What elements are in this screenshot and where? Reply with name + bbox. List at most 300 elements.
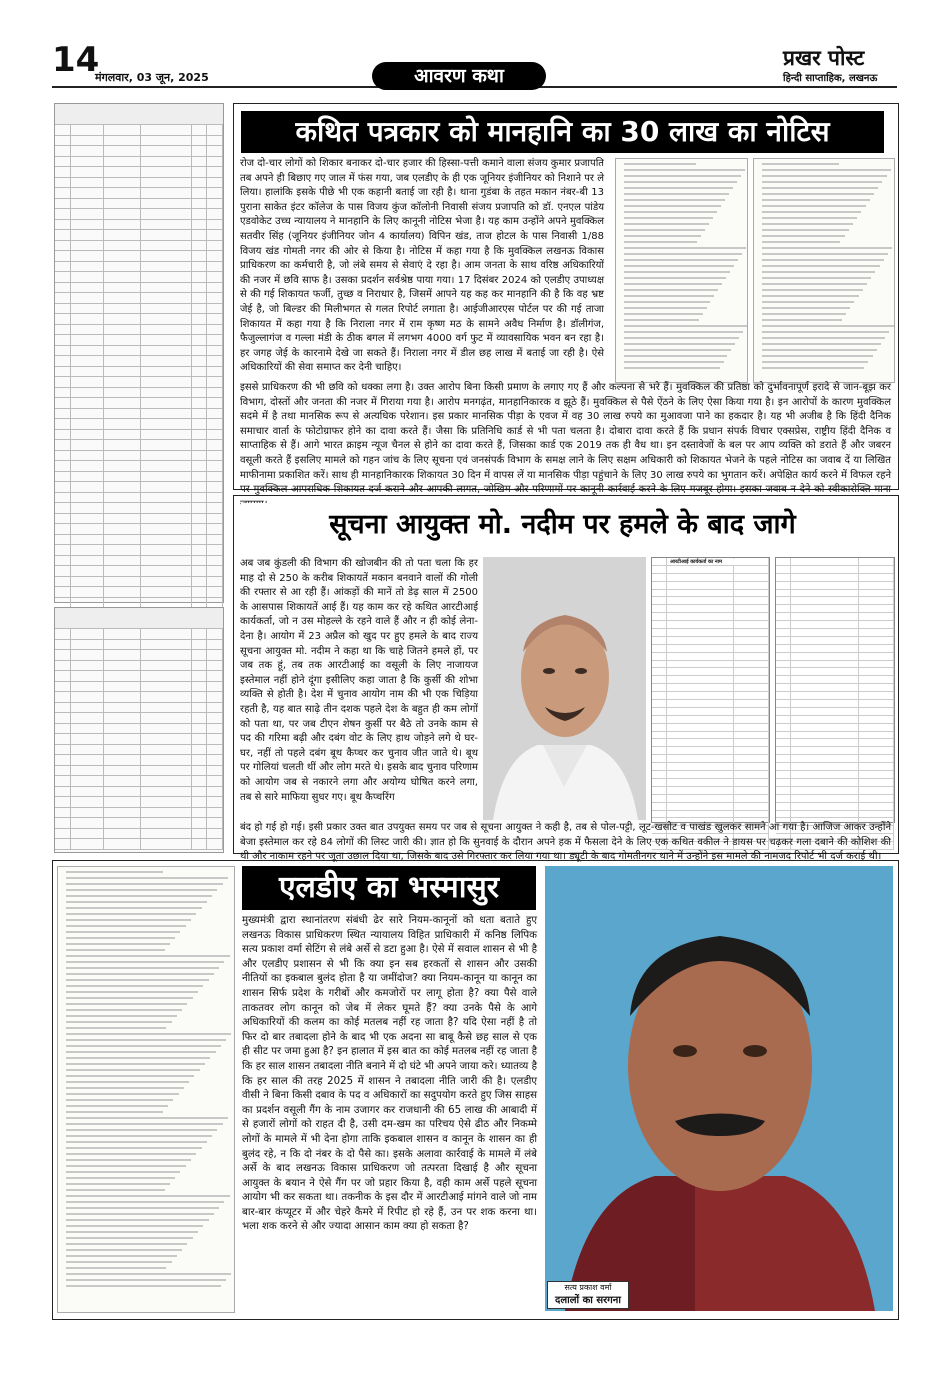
list-cell — [652, 763, 667, 770]
scan-cell — [104, 325, 140, 335]
list-cell — [734, 629, 769, 636]
scan-cell — [141, 293, 193, 303]
list-cell — [776, 574, 791, 581]
list-cell — [652, 676, 667, 683]
brand-tagline: हिन्दी साप्ताहिक, लखनऊ — [783, 73, 878, 84]
scan-cell — [71, 367, 104, 377]
scan-row — [55, 503, 223, 514]
scan-cell — [55, 598, 71, 608]
list-cell — [776, 763, 791, 770]
list-cell — [734, 724, 769, 731]
scan-cell — [141, 304, 193, 314]
scan-cell — [141, 808, 193, 818]
story1-body-bottom: इससे प्राधिकरण की भी छवि को धक्का लगा है। उक्त आरोप बिना किसी प्रमाण के लगाए गए हैं और कल्पना से भरे हैं। मुवक्किल की प्रतिष्ठा को दुर्भावनापूर्ण इरादे से जान-बूझ कर विभाग, दोस्तों और जनता की नजर में गिराया गया है। आरोप मनगढ़ंत, मानहानिकारक व झूठे हैं। मुवक्किल से पैसे ऐंठने के लिए ऐसा किया गया है। इन आरोपों के कारण मुवक्किल सदमे में है तथा मानसिक रूप से अत्यधिक परेशान। इस प्रकार मानसिक पीड़ा के एवज में वह 30 लाख रुपये का मुआवजा पाने का हकदार है। यह भी अजीब है कि हिंदी दैनिक समाचार वार्ता के फोटोग्राफर होने का दावा करते हैं। जैसा कि प्रतिनिधि कार्ड से भी पता चलता है। दोबारा दावा करते हैं कि प्रधान संपर्क विचार एक्सप्रेस, राष्ट्रीय हिंदी दैनिक व साप्ताहिक से हैं। आगे भारत क्राइम न्यूज चैनल से होने का दावा करते हैं, जिसका कार्ड एक 2019 तक ही वैध था। इन दस्तावेजों के बल पर आप व्यक्ति को डराते हैं और जबरन वसूली करते हैं इसलिए मामले को गहन जांच के लिए सूचना एवं जनसंपर्क विभाग के समक्ष लाने के लिए सक्षम अधिकारी को शिकायत भेजने के पहले नोटिस का जवाब दें या लिखित माफीनामा प्रकाशित करें। साथ ही मानहानिकारक शिकायत 30 दिन में वापस लें या मानसिक पीड़ा पहुंचाने के लिए 30 लाख रुपये का भुगतान करें। अपेक्षित कार्य करने में विफल रहने पर मुवक्किल आपराधिक शिकायत दर्ज कराने और आपकी लागत, जोखिम और परिणामों पर कानूनी कार्रवाई करने के लिए मजबूर होगा। इसका जवाब न देने को स्वीकारोक्ति माना — [240, 382, 891, 496]
list-cell — [776, 597, 791, 604]
list-cell — [776, 668, 791, 675]
scan-cell — [71, 724, 104, 734]
list-cell — [652, 621, 667, 628]
scan-cell — [104, 230, 140, 240]
scan-cell — [141, 146, 193, 156]
scan-cell — [104, 598, 140, 608]
scan-row — [55, 808, 223, 819]
list-row — [776, 684, 894, 692]
list-cell — [734, 763, 769, 770]
scan-cell — [207, 325, 223, 335]
scan-cell — [141, 251, 193, 261]
letter-text-line — [762, 229, 849, 231]
letter-text-line — [66, 1003, 187, 1005]
scan-cell — [104, 461, 140, 471]
scan-cell — [141, 241, 193, 251]
list-cell — [859, 582, 895, 589]
letter-text-line — [66, 1099, 173, 1101]
scan-cell — [55, 335, 71, 345]
list-row — [776, 700, 894, 708]
scan-cell — [141, 367, 193, 377]
scan-row — [55, 566, 223, 577]
scan-cell — [192, 451, 206, 461]
scan-cell — [192, 293, 206, 303]
list-cell — [652, 732, 667, 739]
list-cell — [734, 716, 769, 723]
list-cell — [776, 803, 791, 810]
scan-cell — [104, 703, 140, 713]
scan-cell — [192, 703, 206, 713]
letter-text-line — [66, 907, 202, 909]
list-header: आरटीआई कार्यकर्ता का नाम — [670, 559, 760, 565]
list-cell — [652, 755, 667, 762]
scan-cell — [71, 199, 104, 209]
scan-cell — [71, 283, 104, 293]
scan-row — [55, 535, 223, 546]
scan-cell — [71, 671, 104, 681]
scan-cell — [207, 818, 223, 828]
list-row — [776, 668, 894, 676]
scan-cell — [141, 388, 193, 398]
list-cell — [734, 613, 769, 620]
list-cell — [652, 700, 667, 707]
letter-text-line — [66, 1141, 207, 1143]
letter-text-line — [762, 289, 863, 291]
scan-cell — [71, 650, 104, 660]
letter-text-line — [624, 313, 703, 315]
scan-cell — [192, 545, 206, 555]
list-cell — [652, 684, 667, 691]
commissioner-photo — [483, 557, 646, 820]
letter-text-line — [624, 295, 714, 297]
legal-notice-letter-page-2 — [753, 158, 895, 383]
letter-text-line — [624, 343, 735, 345]
scan-cell — [207, 839, 223, 849]
scan-cell — [104, 293, 140, 303]
scan-row — [55, 272, 223, 283]
scan-cell — [207, 734, 223, 744]
scan-cell — [207, 797, 223, 807]
letter-text-line — [624, 229, 705, 231]
list-cell — [859, 763, 895, 770]
scan-cell — [141, 787, 193, 797]
scan-cell — [207, 682, 223, 692]
list-row — [652, 653, 769, 661]
scan-cell — [55, 272, 71, 282]
scan-cell — [141, 766, 193, 776]
scan-cell — [71, 136, 104, 146]
scan-cell — [71, 241, 104, 251]
scan-cell — [71, 556, 104, 566]
scan-cell — [207, 335, 223, 345]
scan-cell — [55, 776, 71, 786]
scan-cell — [141, 440, 193, 450]
scan-cell — [71, 398, 104, 408]
scan-cell — [55, 766, 71, 776]
scan-cell — [55, 199, 71, 209]
list-row — [652, 787, 769, 795]
scan-cell — [192, 503, 206, 513]
scan-cell — [192, 724, 206, 734]
letter-text-line — [762, 361, 868, 363]
letter-text-line — [762, 355, 873, 357]
scan-cell — [71, 776, 104, 786]
letter-text-line — [66, 997, 193, 999]
list-row — [776, 708, 894, 716]
letter-text-line — [66, 1213, 214, 1215]
scanned-list-document-1 — [54, 103, 224, 603]
letter-text-line — [762, 163, 839, 165]
list-cell — [791, 629, 859, 636]
brand-name: प्रखर पोस्ट — [783, 46, 865, 70]
letter-text-line — [762, 193, 874, 195]
list-cell — [776, 811, 791, 818]
scan-header-row — [55, 104, 223, 125]
letter-text-line — [66, 1225, 203, 1227]
list-cell — [791, 732, 859, 739]
list-cell — [791, 661, 859, 668]
letter-text-line — [624, 265, 734, 267]
scan-cell — [141, 829, 193, 839]
scan-cell — [71, 293, 104, 303]
scan-cell — [71, 304, 104, 314]
scan-row — [55, 829, 223, 840]
scan-cell — [207, 451, 223, 461]
scan-cell — [207, 220, 223, 230]
scan-cell — [192, 419, 206, 429]
list-cell — [734, 676, 769, 683]
story3-body: मुख्यमंत्री द्वारा स्थानांतरण संबंधी ढेर सारे नियम-कानूनों को धता बताते हुए लखनऊ विकास प्राधिकरण स्थित न्यायालय विहित प्राधिकारी में कनिष्ठ लिपिक सत्य प्रकाश वर्मा सेटिंग से लंबे अर्से से डटा हुआ है। ऐसे में सवाल शासन से भी है और एलडीए प्रशासन से भी कि क्या इन सब हरकतों से शासन और उसकी नीतियों का इकबाल बुलंद होता है या जमींदोज? क्या नियम-कानून या कानून का शासन सिर्फ प्रदेश के गरीबों और कमजोरों पर लागू होता है? क्या पैसे वाले ताकतवर लोग कानून को जेब में लेकर घूमते हैं? क्या उनके पैसे के आगे अधिकारियों की कलम का कोई मतलब नहीं रह जाता है? यदि ऐसा नहीं है तो फिर दो बार तबादला होने के बाद भी एक अदना सा बाबू कैसे छह साल से एक ही सीट पर जमा हुआ है? इन हालात में इस बात का कोई मतलब नहीं रह जाता है कि हर साल शासन तबादला नीति बनाने में दो घंटे भी अपने जाया करे। ध्यातव्य है कि हर साल की तरह 2025 में शासन ने तबादला नीति जारी की है। एलडीए वीसी ने बिना किसी दबाव के पद व अधिकारों का सदुपयोग करते हुए जिस साहस का प्रदर्शन वसूली गैंग के नाम उजागर कर राजधानी की 65 लाख की आबादी में से हजारों लोगों को राहत दी है, उसी दम-खम का परिचय ऐसे ढीठ और निकम्मे लोगों के मामले में भी देना होगा ताकि इकबाल शासन व कानून के शासन का ही बुलंद रहे, न कि दो नंबर के दो पैसे का। इसके अलावा कार्रवाई के मामले में लंबे अर्से के बाद लखनऊ विकास प्राधिकरण जो तत्परता दिखाई है और सूचना आयुक्त के बयान ने ऐसे गैंग पर जो प्रहार किया है, वही काम अर्से पहले सूचना आयोग भी कर सकता था। तकनीक के इस दौर में आरटीआई मांगने वाले जो नाम बार-बार कंप्यूटर में और चेहरे कैमरे में रिपीट हो रहे हैं, उन पर शक करना था। भला शक करने से और ज्यादा आसान काम क्या हो सकता है? — [242, 915, 537, 1233]
scan-cell — [207, 766, 223, 776]
scan-row — [55, 251, 223, 262]
scan-cell — [104, 776, 140, 786]
list-row — [776, 739, 894, 747]
list-cell — [859, 811, 895, 818]
letter-text-line — [762, 181, 882, 183]
list-row — [652, 629, 769, 637]
list-cell — [734, 779, 769, 786]
scan-row — [55, 524, 223, 535]
scan-cell — [104, 545, 140, 555]
letter-text-line — [762, 175, 887, 177]
scan-cell — [192, 661, 206, 671]
scan-cell — [207, 377, 223, 387]
scan-cell — [141, 640, 193, 650]
scan-cell — [55, 346, 71, 356]
list-row — [776, 661, 894, 669]
scan-cell — [207, 556, 223, 566]
scan-cell — [104, 314, 140, 324]
letter-text-line — [66, 973, 214, 975]
scan-cell — [71, 682, 104, 692]
scan-row — [55, 787, 223, 798]
list-cell — [667, 668, 734, 675]
scan-cell — [207, 178, 223, 188]
scan-cell — [104, 199, 140, 209]
scan-row — [55, 472, 223, 483]
list-cell — [667, 787, 734, 794]
letter-text-line — [66, 1153, 196, 1155]
scan-cell — [104, 398, 140, 408]
list-cell — [652, 558, 667, 565]
list-cell — [791, 803, 859, 810]
list-cell — [734, 574, 769, 581]
scan-cell — [207, 146, 223, 156]
list-row — [652, 739, 769, 747]
letter-text-line — [624, 283, 722, 285]
list-row — [776, 724, 894, 732]
scan-cell — [55, 514, 71, 524]
scan-cell — [55, 755, 71, 765]
list-cell — [652, 692, 667, 699]
letter-text-line — [66, 1129, 217, 1131]
list-cell — [791, 597, 859, 604]
scan-cell — [104, 157, 140, 167]
scan-cell — [104, 692, 140, 702]
list-row — [776, 795, 894, 803]
scan-row — [55, 125, 223, 136]
scan-cell — [104, 125, 140, 135]
scan-cell — [71, 661, 104, 671]
scan-row — [55, 692, 223, 703]
scan-cell — [104, 472, 140, 482]
letter-text-line — [66, 1093, 179, 1095]
story1-body-top: रोज दो-चार लोगों को शिकार बनाकर दो-चार हजार की हिस्सा-पत्ती कमाने वाला संजय कुमार प्रजापति तब अपने ही बिछाए गए जाल में फंस गया, जब एलडीए के ही एक जूनियर इंजीनियर को निशाने पर ले लिया। हालांकि इसके पीछे भी एक कहानी बताई जा रही है। थाना गुडंबा के तहत मकान नंबर-बी 13 पुराना साकेत इंटर कॉलेज के पास विजय कुंज कॉलोनी निवासी संजय प्रजापति को डॉ. एनएल पांडेय एडवोकेट उच्च न्यायालय ने मानहानि के लिए कानूनी नोटिस भेजा है। यह काम उन्होंने अपने मुवक्किल सतवीर सिंह (जूनियर इंजीनियर जोन 4 कार्यालय) विपिन खंड, ताज होटल के पास निवासी 1/88 विजय खंड गोमती नगर की ओर से किया है। नोटिस में कहा गया है कि मुवक्किल लखनऊ विकास प्राधिकरण का कर्मचारी है, जो लंबे समय से सेवाएं दे रहा है। आम जनता के साथ वरिष्ठ अधिकारियों की नजर में छवि साफ है। उसका प्रदर्शन सर्वश्रेष्ठ पाया गया। 17 दिसंबर 2024 को एलडीए उपाध्यक्ष से की गई शिकायत फर्जी, तुच्छ व निराधार है, जिसमें आपने यह कह कर मानहानि की है कि वह भ्रष्ट जेई है, जो बिल्डर की मिलीभगत से गलत रिपोर्ट लगाता है। आईजीआरएस पोर्टल पर की गई ताजा शिकायत में कहा गया है कि निराला नगर में राम कृष्ण मठ के सामने अवैध निर्माण है। डॉलीगंज, फैजुल्लागंज व गल्ला मंडी के ठीक बगल में लगभग 4000 वर्ग फुट में व्यावसायिक भवन बन रहा है। हर जगह जेई के कारनामे देखे जा सकते हैं। निराला नगर में डील छह लाख में बताई जा रही है। ऐसे अधिकारियों की सेवा समाप्त कर देनी चाहिए। — [240, 158, 604, 374]
scan-cell — [71, 493, 104, 503]
scan-cell — [192, 818, 206, 828]
letter-text-line — [66, 877, 228, 879]
scan-cell — [71, 356, 104, 366]
scan-cell — [192, 356, 206, 366]
scan-cell — [207, 713, 223, 723]
scan-cell — [141, 524, 193, 534]
headline-lda-bhasmasur: एलडीए का भस्मासुर — [242, 866, 536, 910]
scan-cell — [104, 661, 140, 671]
list-cell — [667, 637, 734, 644]
letter-text-line — [624, 325, 747, 327]
scan-row — [55, 335, 223, 346]
scan-cell — [192, 514, 206, 524]
scan-cell — [55, 661, 71, 671]
list-row — [652, 732, 769, 740]
letter-text-line — [66, 1279, 226, 1281]
list-row — [652, 621, 769, 629]
scan-cell — [207, 346, 223, 356]
scan-cell — [71, 598, 104, 608]
scan-cell — [141, 797, 193, 807]
scan-cell — [141, 409, 193, 419]
list-cell — [859, 574, 895, 581]
letter-text-line — [624, 181, 737, 183]
scan-row — [55, 556, 223, 567]
list-row — [652, 590, 769, 598]
scan-cell — [55, 293, 71, 303]
scan-cell — [192, 430, 206, 440]
section-title: आवरण कथा — [372, 62, 546, 90]
scan-cell — [71, 335, 104, 345]
list-row — [652, 676, 769, 684]
scan-cell — [71, 566, 104, 576]
list-cell — [776, 779, 791, 786]
list-cell — [859, 724, 895, 731]
scan-cell — [104, 251, 140, 261]
letter-text-line — [624, 223, 709, 225]
list-cell — [859, 779, 895, 786]
scan-cell — [55, 566, 71, 576]
letter-text-line — [66, 1075, 194, 1077]
list-cell — [667, 739, 734, 746]
scan-cell — [192, 367, 206, 377]
list-cell — [667, 645, 734, 652]
list-row — [652, 692, 769, 700]
scan-cell — [55, 220, 71, 230]
scan-row — [55, 283, 223, 294]
letter-text-line — [66, 1105, 168, 1107]
scan-cell — [71, 451, 104, 461]
scan-row — [55, 703, 223, 714]
list-cell — [776, 590, 791, 597]
scan-cell — [71, 703, 104, 713]
letter-text-line — [762, 235, 845, 237]
scan-cell — [192, 461, 206, 471]
list-cell — [667, 732, 734, 739]
list-cell — [734, 755, 769, 762]
letter-text-line — [624, 337, 739, 339]
scan-cell — [192, 125, 206, 135]
list-row — [652, 811, 769, 819]
scan-cell — [104, 745, 140, 755]
scan-cell — [55, 535, 71, 545]
scan-cell — [55, 367, 71, 377]
scan-cell — [207, 283, 223, 293]
letter-text-line — [624, 253, 742, 255]
scan-cell — [55, 251, 71, 261]
scan-cell — [192, 839, 206, 849]
letter-text-line — [762, 331, 889, 333]
scan-cell — [207, 272, 223, 282]
letter-text-line — [624, 331, 743, 333]
letter-text-line — [66, 1201, 224, 1203]
scan-cell — [141, 136, 193, 146]
list-cell — [791, 582, 859, 589]
scan-cell — [141, 272, 193, 282]
scan-row — [55, 241, 223, 252]
scan-cell — [192, 682, 206, 692]
letter-text-line — [762, 187, 878, 189]
scan-cell — [55, 482, 71, 492]
scan-cell — [192, 671, 206, 681]
letter-text-line — [762, 253, 888, 255]
scan-cell — [192, 766, 206, 776]
letter-text-line — [66, 979, 209, 981]
scan-row — [55, 167, 223, 178]
list-cell — [791, 755, 859, 762]
list-cell — [776, 566, 791, 573]
list-cell — [776, 558, 791, 565]
scan-cell — [141, 472, 193, 482]
scan-cell — [207, 514, 223, 524]
issue-date: मंगलवार, 03 जून, 2025 — [95, 71, 209, 84]
letter-text-line — [762, 223, 853, 225]
scan-cell — [141, 220, 193, 230]
scan-cell — [71, 157, 104, 167]
scan-cell — [141, 682, 193, 692]
list-row — [652, 724, 769, 732]
scan-cell — [71, 808, 104, 818]
scan-cell — [104, 451, 140, 461]
scan-cell — [207, 524, 223, 534]
list-row — [652, 771, 769, 779]
list-cell — [776, 653, 791, 660]
scan-cell — [207, 640, 223, 650]
list-cell — [776, 613, 791, 620]
letter-text-line — [66, 1045, 221, 1047]
scan-cell — [104, 787, 140, 797]
scan-cell — [192, 346, 206, 356]
scan-cell — [207, 461, 223, 471]
scan-cell — [192, 188, 206, 198]
list-row — [652, 637, 769, 645]
scan-row — [55, 430, 223, 441]
scan-cell — [141, 419, 193, 429]
list-cell — [652, 716, 667, 723]
scan-cell — [71, 734, 104, 744]
scan-cell — [207, 167, 223, 177]
scan-cell — [207, 493, 223, 503]
scan-cell — [192, 136, 206, 146]
scan-cell — [104, 818, 140, 828]
list-row — [776, 787, 894, 795]
list-cell — [667, 676, 734, 683]
list-cell — [791, 724, 859, 731]
scan-cell — [192, 524, 206, 534]
letter-text-line — [624, 235, 701, 237]
scan-cell — [71, 430, 104, 440]
scan-cell — [104, 283, 140, 293]
list-row — [652, 613, 769, 621]
list-cell — [652, 566, 667, 573]
list-cell — [734, 700, 769, 707]
scan-cell — [104, 734, 140, 744]
letter-text-line — [66, 1051, 216, 1053]
scan-cell — [192, 587, 206, 597]
scan-row — [55, 734, 223, 745]
letter-text-line — [762, 313, 846, 315]
list-row — [776, 732, 894, 740]
headline-information-commissioner: सूचना आयुक्त मो. नदीम पर हमले के बाद जागे — [241, 503, 884, 547]
list-cell — [859, 795, 895, 802]
scan-cell — [55, 808, 71, 818]
scan-cell — [141, 230, 193, 240]
scan-row — [55, 304, 223, 315]
scan-cell — [141, 209, 193, 219]
list-cell — [776, 732, 791, 739]
